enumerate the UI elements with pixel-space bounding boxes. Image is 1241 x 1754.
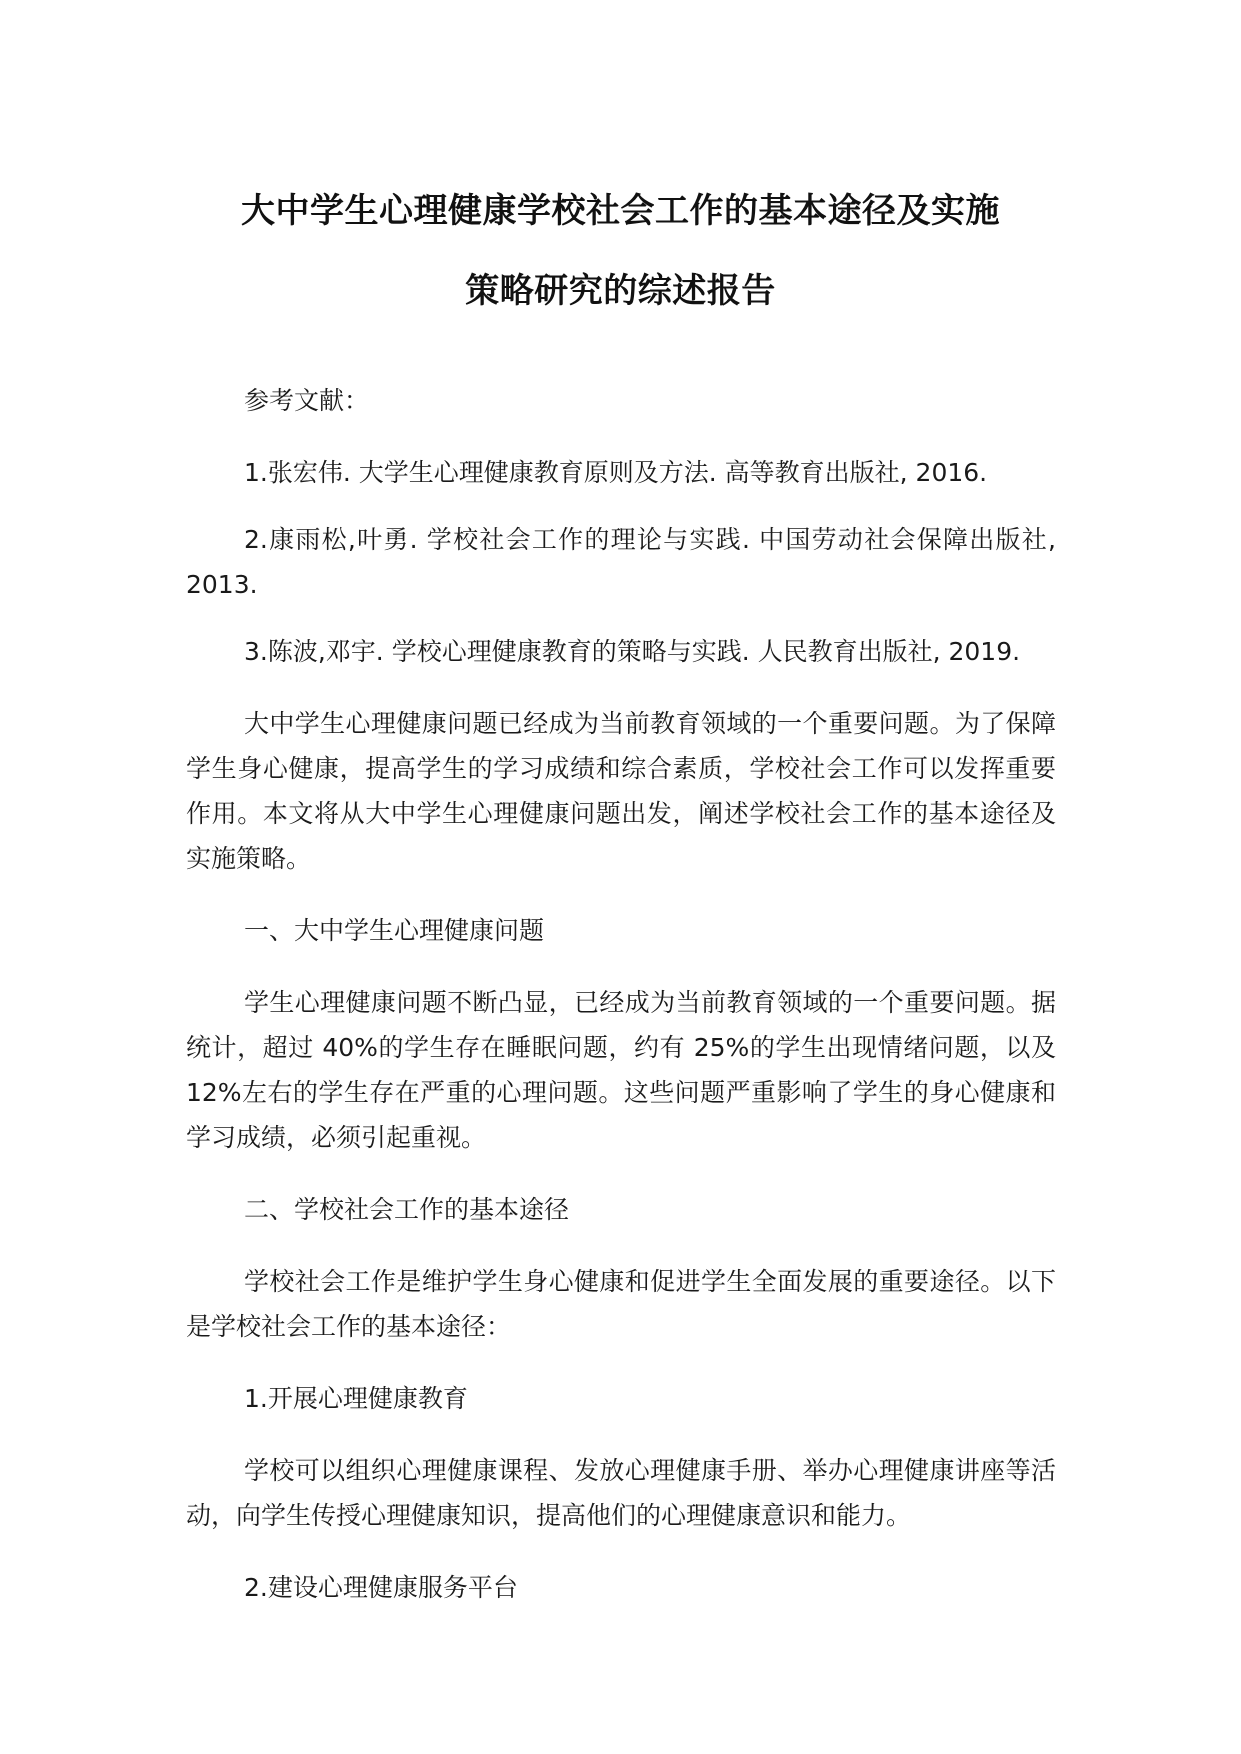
document-title-line-1: 大中学生心理健康学校社会工作的基本途径及实施 [241, 191, 1000, 231]
reference-item: 3.陈波,邓宇. 学校心理健康教育的策略与实践. 人民教育出版社, 2019. [244, 637, 1021, 666]
subsection-heading: 2.建设心理健康服务平台 [244, 1573, 518, 1602]
body-paragraph: 学校可以组织心理健康课程、发放心理健康手册、举办心理健康讲座等活动，向学生传授心理健康知识，提高他们的心理健康意识和能力。 [186, 1456, 1056, 1530]
body-paragraph: 学生心理健康问题不断凸显，已经成为当前教育领域的一个重要问题。据统计，超过 40%的学生存在睡眠问题，约有 25%的学生出现情绪问题，以及 12%左右的学生存在严重的心理问题。这些问题严重影响了学生的身心健康和学习成绩，必须引起重视。 [186, 988, 1056, 1152]
reference-item: 1.张宏伟. 大学生心理健康教育原则及方法. 高等教育出版社, 2016. [244, 458, 988, 487]
document-title-line-2: 策略研究的综述报告 [465, 271, 776, 311]
section-heading: 二、学校社会工作的基本途径 [244, 1195, 570, 1224]
reference-item: 2.康雨松,叶勇. 学校社会工作的理论与实践. 中国劳动社会保障出版社, 2013. [186, 525, 1056, 599]
body-paragraph: 学校社会工作是维护学生身心健康和促进学生全面发展的重要途径。以下是学校社会工作的基本途径： [186, 1267, 1056, 1341]
references-heading: 参考文献： [244, 386, 370, 415]
document-body [186, 378, 1056, 1637]
body-paragraph: 大中学生心理健康问题已经成为当前教育领域的一个重要问题。为了保障学生身心健康，提高学生的学习成绩和综合素质，学校社会工作可以发挥重要作用。本文将从大中学生心理健康问题出发，阐述学校社会工作的基本途径及实施策略。 [186, 709, 1056, 873]
subsection-heading: 1.开展心理健康教育 [244, 1384, 468, 1413]
section-heading: 一、大中学生心理健康问题 [244, 916, 545, 945]
